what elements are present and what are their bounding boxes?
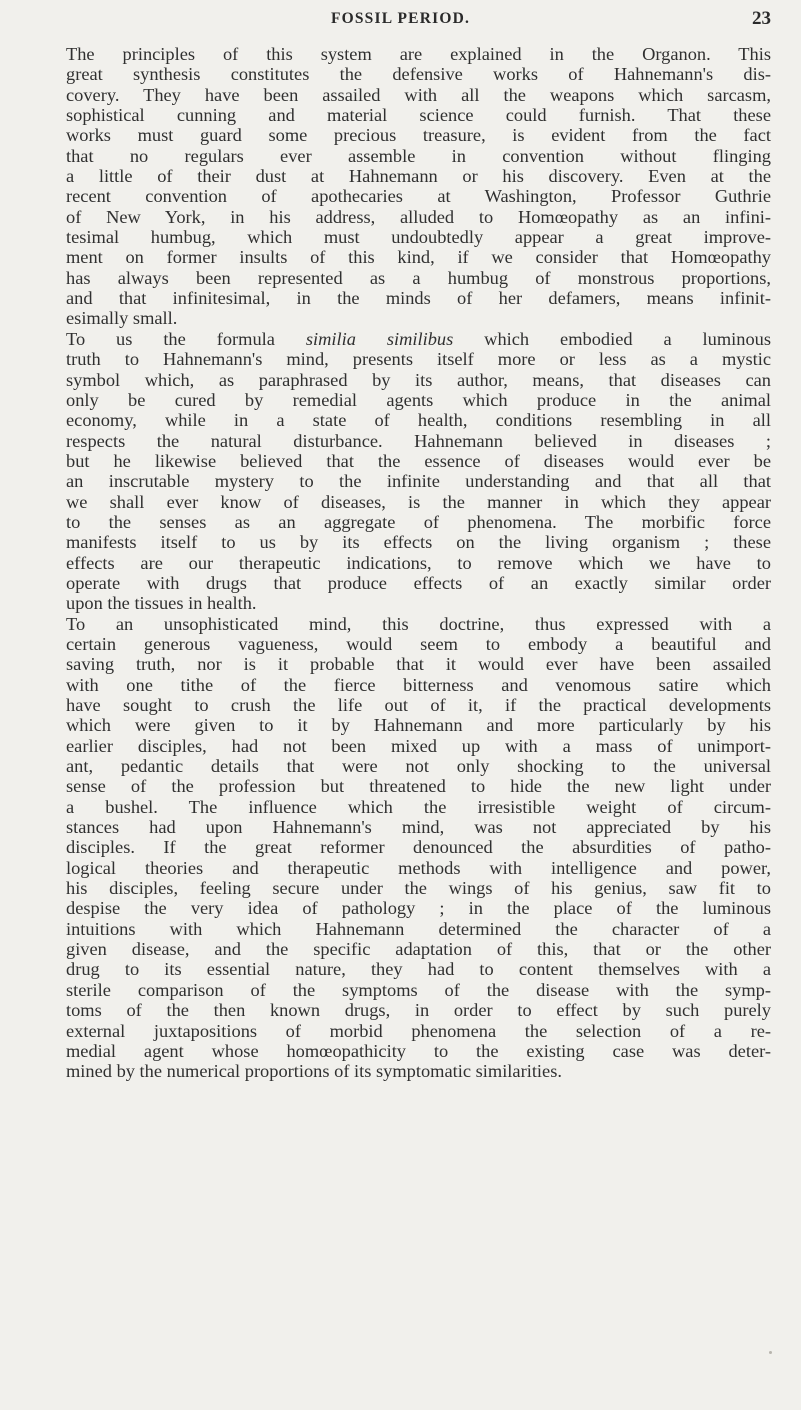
text-line: medial agent whose homœopathicity to the existing case was deter- [66,1040,771,1061]
running-head [0,10,801,34]
text-line: The principles of this system are explained in the Organon. This [66,44,771,64]
paragraph-3 [66,614,771,1082]
text-line: toms of the then known drugs, in order to effect by such purely [66,1000,771,1021]
text-line: esimally small. [66,308,178,329]
running-title: FOSSIL PERIOD. [330,10,471,27]
text-line: ant, pedantic details that were not only shocking to the universal [66,756,771,777]
text-line: respects the natural disturbance. Hahnemann believed in diseases ; [66,430,771,451]
text-line: economy, while in a state of health, conditions resembling in all [66,410,771,431]
text-line: drug to its essential nature, they had to content themselves with a [66,959,771,980]
text-line: manifests itself to us by its effects on the living organism ; these [66,532,771,553]
text-line: recent convention of apothecaries at Washington, Professor Guthrie [66,186,771,207]
text-line: has always been represented as a humbug of monstrous proportions, [66,267,771,288]
text-line: but he likewise believed that the essence of diseases would ever be [66,450,771,471]
text-line: covery. They have been assailed with all the weapons which sarcasm, [66,84,771,105]
page-number: 23 [752,8,771,29]
text-run: To us the formula [66,328,306,349]
text-line: saving truth, nor is it probable that it would ever have been assailed [66,654,771,675]
text-line: a bushel. The influence which the irresistible weight of circum- [66,796,771,817]
text-line: a little of their dust at Hahnemann or his discovery. Even at the [66,166,771,187]
text-line: certain generous vagueness, would seem to embody a beautiful and [66,633,771,654]
text-line: to the senses as an aggregate of phenomena. The morbific force [66,511,771,532]
text-line: great synthesis constitutes the defensive works of Hahnemann's dis- [66,64,771,85]
text-line: external juxtapositions of morbid phenomena the selection of a re- [66,1020,771,1041]
text-line: earlier disciples, had not been mixed up with a mass of unimport- [66,735,771,756]
text-line [66,329,771,349]
text-line: sophistical cunning and material science could furnish. That these [66,105,771,126]
text-line: despise the very idea of pathology ; in the place of the luminous [66,898,771,919]
text-line: which were given to it by Hahnemann and more particularly by his [66,715,771,736]
text-line: intuitions with which Hahnemann determined the character of a [66,918,771,939]
text-line: To an unsophisticated mind, this doctrine, thus expressed with a [66,613,771,634]
text-line: stances had upon Hahnemann's mind, was not appreciated by his [66,817,771,838]
text-line: have sought to crush the life out of it, if the practical developments [66,695,771,715]
text-line: sterile comparison of the symptoms of the disease with the symp- [66,979,771,1000]
text-line: sense of the profession but threatened to hide the new light under [66,776,771,797]
text-line: works must guard some precious treasure, is evident from the fact [66,125,771,146]
text-line: an inscrutable mystery to the infinite understanding and that all that [66,471,771,492]
text-line: only be cured by remedial agents which produce in the animal [66,389,771,410]
text-line: symbol which, as paraphrased by its author, means, that diseases can [66,369,771,390]
text-line: mined by the numerical proportions of its symptomatic similarities. [66,1061,562,1082]
paragraph-1 [66,44,771,329]
text-line: upon the tissues in health. [66,593,257,614]
ink-speck [769,1351,772,1354]
text-line: logical theories and therapeutic methods with intelligence and power, [66,857,771,878]
text-line: effects are our therapeutic indications, to remove which we have to [66,552,771,573]
italic-formula: similia similibus [305,328,454,349]
text-line: his disciples, feeling secure under the wings of his genius, saw fit to [66,878,771,899]
text-run: which embodied a luminous [453,328,772,349]
text-line: and that infinitesimal, in the minds of her defamers, means infinit- [66,288,771,309]
text-line: with one tithe of the fierce bitterness and venomous satire which [66,674,771,695]
text-line: of New York, in his address, alluded to Homœopathy as an infini- [66,206,771,227]
text-line: operate with drugs that produce effects of an exactly similar order [66,572,771,593]
paragraph-2 [66,329,771,614]
text-line: truth to Hahnemann's mind, presents itself more or less as a mystic [66,349,771,370]
text-line: ment on former insults of this kind, if we consider that Homœopathy [66,247,771,268]
body-text [66,44,771,1082]
text-line: tesimal humbug, which must undoubtedly appear a great improve- [66,227,771,248]
text-line: that no regulars ever assemble in convention without flinging [66,145,771,166]
text-line: we shall ever know of diseases, is the manner in which they appear [66,491,771,512]
text-line: disciples. If the great reformer denounced the absurdities of patho- [66,837,771,858]
text-line: given disease, and the specific adaptation of this, that or the other [66,939,771,960]
